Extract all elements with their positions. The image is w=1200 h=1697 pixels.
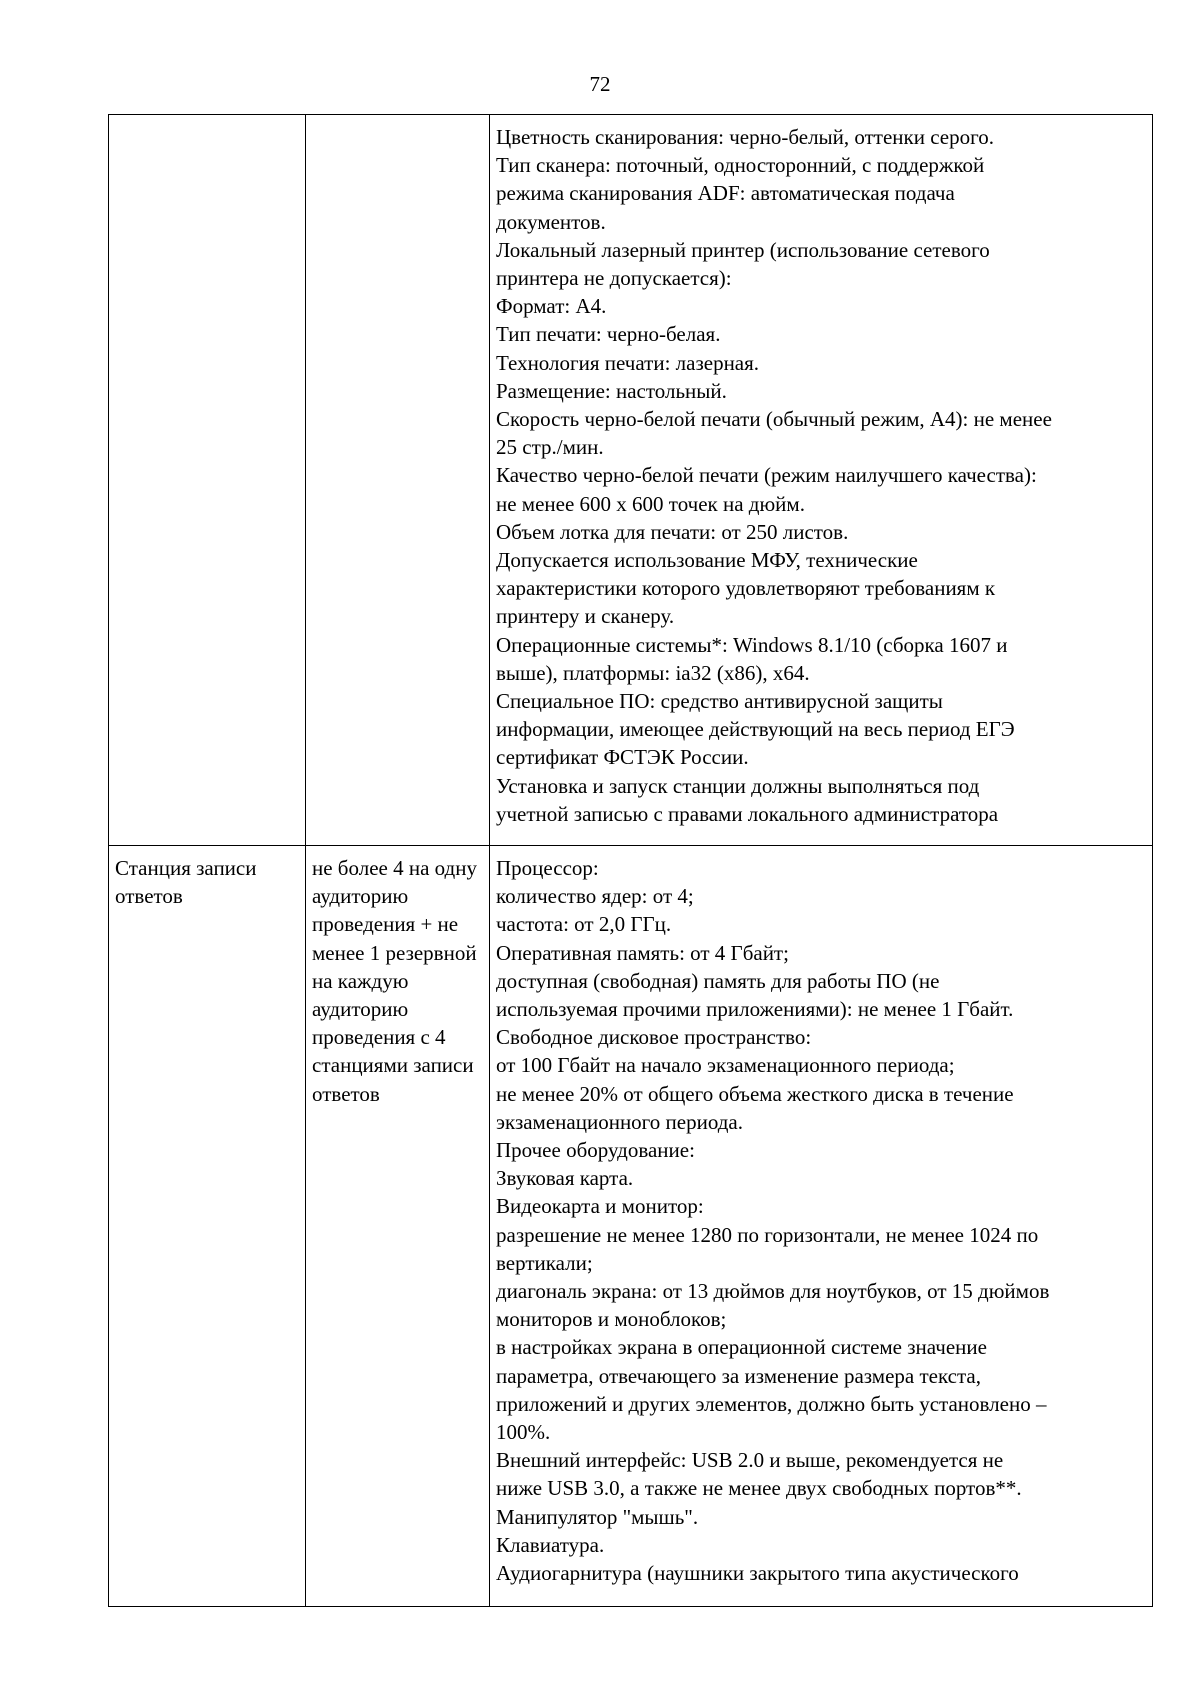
requirement-line: учетной записью с правами локального администратора [496,801,999,826]
requirement-line: Процессор: [496,856,599,880]
requirement-line: ниже USB 3.0, а также не менее двух свободных портов**. [496,1476,1022,1501]
requirement-line: 25 стр./мин. [496,435,604,460]
requirement-line: Клавиатура. [496,1532,605,1557]
requirement-line: сертификат ФСТЭК России. [496,745,749,770]
requirement-line: Локальный лазерный принтер (использование сетевого [496,237,990,262]
page-number: 72 [589,72,611,96]
requirement-line: Размещение: настольный. [496,378,727,403]
requirement-line: Внешний интерфейс: USB 2.0 и выше, рекомендуется не [496,1448,1004,1473]
requirement-line: диагональ экрана: от 13 дюймов для ноутбуков, от 15 дюймов [496,1279,1050,1304]
requirement-line: принтеру и сканеру. [496,604,675,629]
requirement-line: не менее 20% от общего объема жесткого диска в течение [496,1081,1014,1106]
requirement-line: Прочее оборудование: [496,1138,695,1163]
requirement-line: Тип сканера: поточный, односторонний, с поддержкой [496,153,985,178]
requirement-line: Аудиогарнитура (наушники закрытого типа акустического [496,1561,1019,1586]
requirement-line: Цветность сканирования: черно-белый, оттенки серого. [496,125,994,149]
requirement-line: Оперативная память: от 4 Гбайт; [496,940,789,965]
requirement-line: информации, имеющее действующий на весь период ЕГЭ [496,717,1015,742]
equipment-requirements-table [108,114,1153,1607]
requirement-line: документов. [496,209,606,234]
requirement-line: выше), платформы: ia32 (x86), x64. [496,660,810,685]
requirement-line: Манипулятор "мышь". [496,1504,699,1529]
table-row [109,115,1153,846]
requirement-line: вертикали; [496,1250,593,1275]
requirement-line: приложений и других элементов, должно быть установлено – [496,1391,1047,1416]
requirements-lines [496,854,1146,1587]
requirement-line: режима сканирования ADF: автоматическая подача [496,181,955,206]
requirement-line: Звуковая карта. [496,1166,634,1191]
requirement-line: Формат: А4. [496,294,607,319]
equipment-requirements-cell [490,115,1153,846]
requirement-line: Скорость черно-белой печати (обычный режим, А4): не менее [496,407,1052,432]
equipment-name-cell [109,115,306,846]
table-row [109,846,1153,1607]
requirement-line: характеристики которого удовлетворяют требованиям к [496,576,996,601]
requirement-line: Операционные системы*: Windows 8.1/10 (сборка 1607 и [496,632,1008,657]
requirement-line: разрешение не менее 1280 по горизонтали, не менее 1024 по [496,1222,1039,1247]
equipment-name-cell: Станция записи ответов [109,846,306,1607]
requirement-line: Свободное дисковое пространство: [496,1025,812,1050]
equipment-requirements-cell [490,846,1153,1607]
requirement-line: Объем лотка для печати: от 250 листов. [496,519,849,544]
requirement-line: 100%. [496,1420,551,1445]
requirement-line: в настройках экрана в операционной системе значение [496,1335,987,1360]
requirement-line: параметра, отвечающего за изменение размера текста, [496,1363,981,1388]
requirement-line: Тип печати: черно-белая. [496,322,721,347]
requirement-line: Установка и запуск станции должны выполняться под [496,773,980,798]
equipment-quantity-cell [306,115,490,846]
requirement-line: не менее 600 х 600 точек на дюйм. [496,491,805,516]
requirement-line: от 100 Гбайт на начало экзаменационного периода; [496,1053,955,1078]
requirement-line: экзаменационного периода. [496,1109,743,1134]
requirement-line: доступная (свободная) память для работы ПО (не [496,968,940,993]
requirement-line: используемая прочими приложениями): не менее 1 Гбайт. [496,997,1014,1022]
equipment-quantity-cell: не более 4 на одну аудиторию проведения + не менее 1 резервной на каждую аудиторию проведения с 4 станциями записи ответов [306,846,490,1607]
requirement-line: частота: от 2,0 ГГц. [496,912,672,937]
requirement-line: мониторов и моноблоков; [496,1307,727,1332]
requirement-line: количество ядер: от 4; [496,884,694,909]
requirements-lines [496,123,1146,828]
requirement-line: Технология печати: лазерная. [496,350,760,375]
requirement-line: Качество черно-белой печати (режим наилучшего качества): [496,463,1037,488]
requirement-line: Допускается использование МФУ, технические [496,548,918,573]
requirement-line: принтера не допускается): [496,266,732,291]
requirement-line: Специальное ПО: средство антивирусной защиты [496,689,943,714]
requirement-line: Видеокарта и монитор: [496,1194,704,1219]
